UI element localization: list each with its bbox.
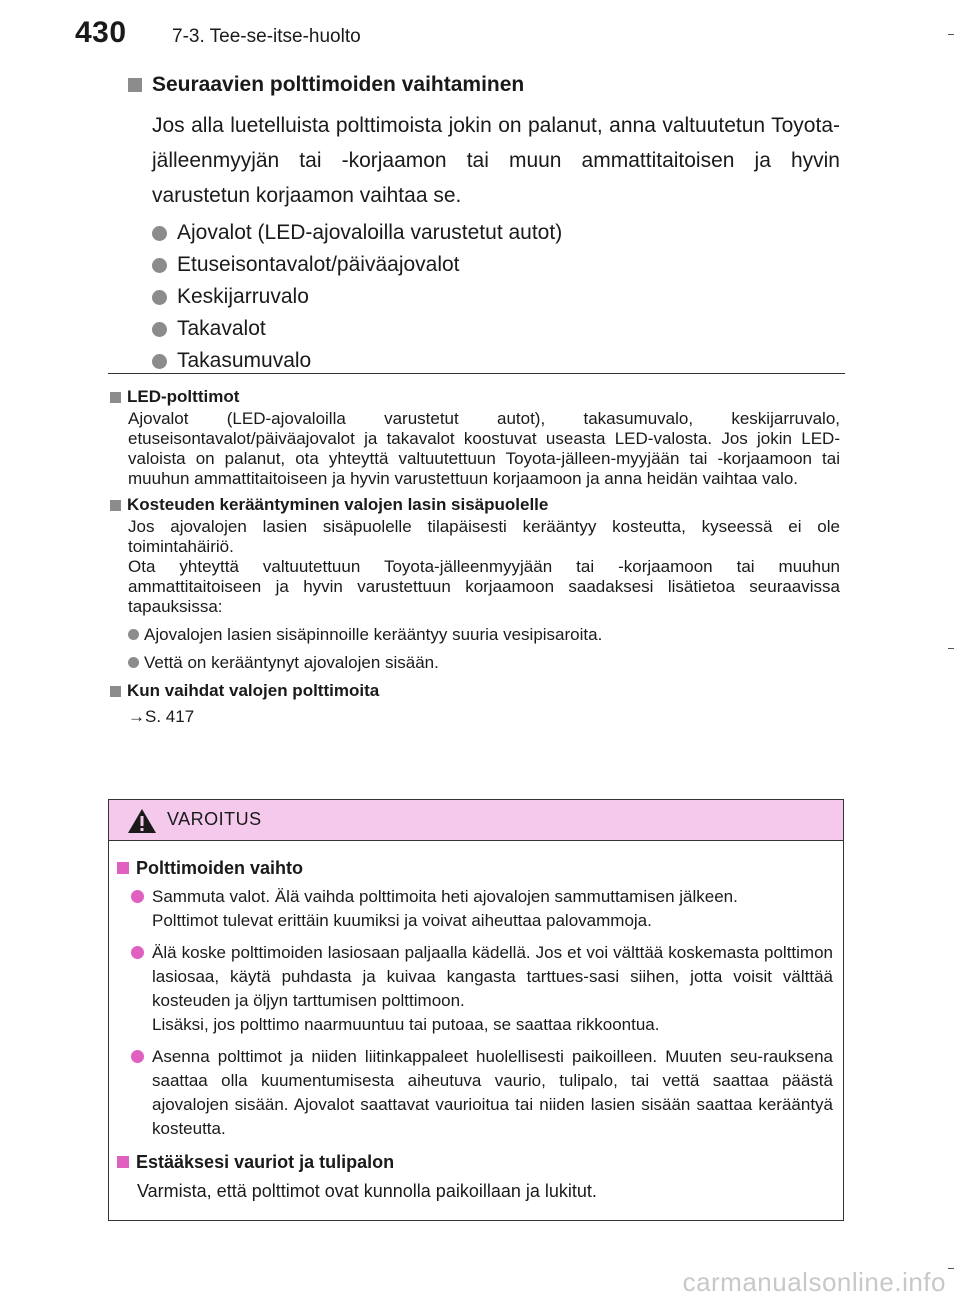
- warning-bullet: Älä koske polttimoiden lasiosaan paljaalla kädellä. Jos et voi välttää koskemasta polttimon lasiosaa, käytä puhdasta ja kuivaa kangasta tarttues-sasi siihen, jotta voisit välttää kosteuden ja öljyn tarttumisen polttimoon. Lisäksi, jos polttimo naarmuuntuu tai putoaa, se saattaa rikkoontua.: [131, 941, 833, 1037]
- main-section: [128, 70, 840, 377]
- bullet-dot-icon: [128, 629, 139, 640]
- page-number: 430: [75, 16, 127, 49]
- bullet-dot-icon: [131, 1050, 144, 1063]
- note-heading-moisture: Kosteuden kerääntyminen valojen lasin sisäpuolelle: [110, 493, 840, 517]
- list-item: Keskijarruvalo: [152, 281, 840, 313]
- notes-section: [110, 385, 840, 727]
- page-header: [0, 0, 960, 60]
- square-bullet-icon: [110, 500, 121, 511]
- warning-bullet: Sammuta valot. Älä vaihda polttimoita heti ajovalojen sammuttamisen jälkeen. Polttimot tulevat erittäin kuumiksi ja voivat aiheuttaa palovammoja.: [131, 885, 833, 933]
- watermark: carmanualsonline.info: [682, 1267, 946, 1297]
- note-body-led: Ajovalot (LED-ajovaloilla varustetut autot), takasumuvalo, keskijarruvalo, etuseisontavalot/päiväajovalot ja takavalot koostuvat useasta LED-valosta. Jos jokin LED-valoista on palanut, ota yhteyttä valtuutettuun Toyota-jälleen-myyjään tai -korjaamoon tai muuhun ammattitaitoiseen ja hyvin varustettuun korjaamoon ja anna heidän vaihtaa valo.: [128, 409, 840, 488]
- warning-heading-bulb-change: Polttimoiden vaihto: [117, 855, 833, 881]
- list-item: Etuseisontavalot/päiväajovalot: [152, 249, 840, 281]
- square-bullet-icon: [117, 862, 129, 874]
- section-reference: 7-3. Tee-se-itse-huolto: [172, 26, 361, 47]
- square-bullet-icon: [110, 392, 121, 403]
- square-bullet-icon: [110, 686, 121, 697]
- main-intro: Jos alla luetelluista polttimoista jokin on palanut, anna valtuutetun Toyota-jälleenmyyjän tai -korjaamon tai muun ammattitaitoisen ja hyvin varustetun korjaamon vaihtaa se.: [152, 114, 840, 207]
- bulb-list: [152, 217, 840, 377]
- warning-box: [108, 799, 844, 1221]
- crop-mark: [948, 648, 954, 649]
- list-item: Ajovalot (LED-ajovaloilla varustetut autot): [152, 217, 840, 249]
- main-heading: [128, 70, 840, 100]
- note-heading-replace: Kun vaihdat valojen polttimoita: [110, 679, 840, 703]
- square-bullet-icon: [128, 78, 142, 92]
- crop-mark: [948, 34, 954, 35]
- warning-triangle-icon: [127, 808, 157, 834]
- warning-body-fire: Varmista, että polttimot ovat kunnolla paikoillaan ja lukitut.: [137, 1181, 597, 1201]
- note-heading-led: LED-polttimot: [110, 385, 840, 409]
- section-divider: [108, 373, 845, 374]
- list-item: Takavalot: [152, 313, 840, 345]
- note-body-moisture-2: Ota yhteyttä valtuutettuun Toyota-jälleenmyyjään tai -korjaamoon tai muuhun ammattitaitoiseen ja hyvin varustettuun korjaamoon saadaksesi lisätietoa seuraavissa tapauksissa:: [128, 557, 840, 616]
- main-heading-text: Seuraavien polttimoiden vaihtaminen: [152, 73, 525, 96]
- bullet-dot-icon: [152, 226, 167, 241]
- note-body-moisture-1: Jos ajovalojen lasien sisäpuolelle tilapäisesti kerääntyy kosteutta, kyseessä ei ole toimintahäiriö.: [128, 517, 840, 556]
- bullet-dot-icon: [152, 354, 167, 369]
- bullet-dot-icon: [131, 946, 144, 959]
- warning-heading-fire: Estääksesi vauriot ja tulipalon: [117, 1149, 833, 1175]
- square-bullet-icon: [117, 1156, 129, 1168]
- bullet-dot-icon: [131, 890, 144, 903]
- page-reference-link[interactable]: →S. 417: [128, 707, 195, 726]
- bullet-dot-icon: [152, 290, 167, 305]
- crop-mark: [948, 1268, 954, 1269]
- bullet-dot-icon: [152, 258, 167, 273]
- warning-bullet: Asenna polttimot ja niiden liitinkappaleet huolellisesti paikoilleen. Muuten seu-rauksena saattaa olla kuumentumisesta aiheutuva vaurio, tulipalo, tai vettä saattaa päästä ajovalojen sisään. Ajovalot saattavat vaurioitua tai niiden lasien sisään saattaa kerääntyä kosteutta.: [131, 1045, 833, 1141]
- warning-body: [109, 841, 843, 1203]
- bullet-dot-icon: [128, 657, 139, 668]
- note-bullet: Ajovalojen lasien sisäpinnoille kerääntyy suuria vesipisaroita.: [128, 625, 840, 645]
- bullet-dot-icon: [152, 322, 167, 337]
- note-bullet: Vettä on kerääntynyt ajovalojen sisään.: [128, 653, 840, 673]
- warning-header: [109, 800, 843, 841]
- warning-title: VAROITUS: [167, 809, 262, 829]
- list-item: Takasumuvalo: [152, 345, 840, 377]
